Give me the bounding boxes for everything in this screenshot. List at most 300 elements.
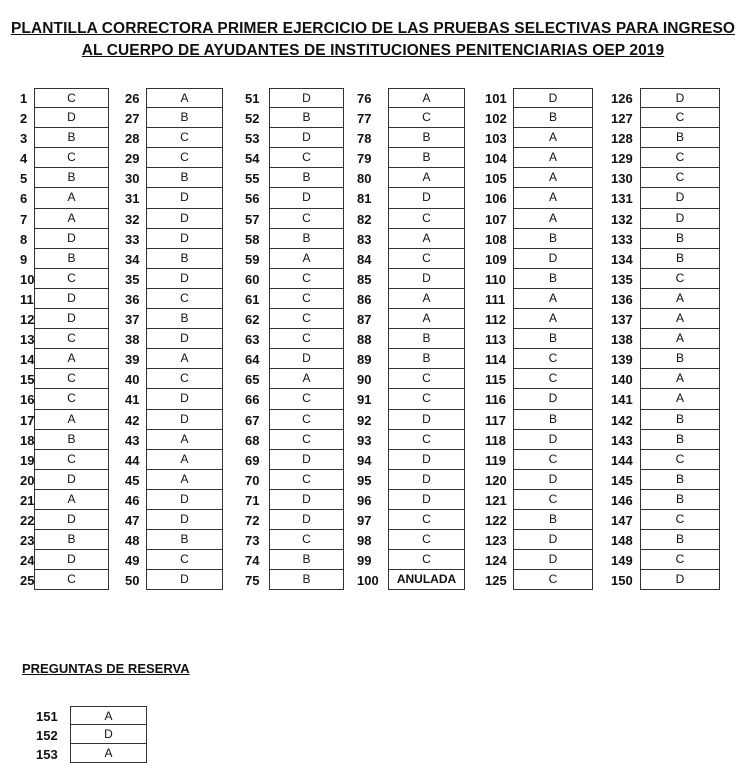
answer-cell: C	[640, 168, 720, 188]
question-number: 139	[611, 352, 633, 368]
question-number: 27	[125, 111, 140, 127]
question-number: 23	[20, 533, 35, 549]
question-number: 85	[357, 271, 372, 287]
answer-cell: D	[269, 450, 344, 470]
answer-cell: B	[640, 410, 720, 430]
question-number: 97	[357, 512, 372, 528]
question-number: 142	[611, 412, 633, 428]
question-number: 127	[611, 111, 633, 127]
answer-cell: B	[146, 309, 223, 329]
answer-cell: A	[269, 249, 344, 269]
question-number: 106	[485, 191, 507, 207]
question-number: 34	[125, 251, 140, 267]
question-number: 92	[357, 412, 372, 428]
answer-cell: A	[513, 309, 593, 329]
question-number: 86	[357, 291, 372, 307]
answer-cell: D	[269, 128, 344, 148]
question-number: 102	[485, 111, 507, 127]
answer-cell: B	[513, 269, 593, 289]
question-number: 28	[125, 131, 140, 147]
question-number: 145	[611, 472, 633, 488]
question-number: 122	[485, 512, 507, 528]
answer-cell: C	[388, 550, 465, 570]
question-number: 148	[611, 533, 633, 549]
question-number: 105	[485, 171, 507, 187]
answer-cell: B	[388, 128, 465, 148]
question-number: 48	[125, 533, 140, 549]
answer-cell: B	[640, 490, 720, 510]
answer-cell: D	[513, 88, 593, 108]
question-number: 81	[357, 191, 372, 207]
answer-cell: C	[269, 269, 344, 289]
question-number: 30	[125, 171, 140, 187]
question-number: 25	[20, 573, 35, 589]
question-number: 141	[611, 392, 633, 408]
answer-cell: A	[388, 168, 465, 188]
question-number: 37	[125, 312, 140, 328]
answer-cell: D	[34, 108, 109, 128]
answer-cell: C	[269, 289, 344, 309]
answer-cell: B	[146, 168, 223, 188]
answer-cell: B	[640, 128, 720, 148]
question-number: 7	[20, 211, 28, 227]
answer-cell: B	[513, 329, 593, 349]
question-number: 11	[20, 291, 34, 307]
answer-cell: C	[640, 510, 720, 530]
reserve-question-number: 152	[36, 728, 58, 743]
answer-cell: A	[640, 389, 720, 409]
question-number: 14	[20, 352, 35, 368]
question-number: 26	[125, 91, 140, 106]
answer-cell: D	[146, 269, 223, 289]
question-number: 64	[245, 352, 260, 368]
answer-cell: D	[513, 550, 593, 570]
question-number: 45	[125, 472, 140, 488]
question-number: 42	[125, 412, 140, 428]
answer-cell: B	[34, 430, 109, 450]
question-number: 70	[245, 472, 260, 488]
question-number: 73	[245, 533, 260, 549]
question-number: 110	[485, 271, 506, 287]
question-number: 72	[245, 512, 260, 528]
answer-cell: A	[146, 470, 223, 490]
question-number: 140	[611, 372, 633, 388]
answer-cell: B	[269, 570, 344, 590]
question-number: 89	[357, 352, 372, 368]
answer-cell: C	[513, 570, 593, 590]
answer-cell: D	[269, 349, 344, 369]
question-number: 125	[485, 573, 507, 589]
answer-cell: C	[34, 369, 109, 389]
question-number: 77	[357, 111, 372, 127]
question-number: 96	[357, 492, 372, 508]
answer-cell: C	[388, 510, 465, 530]
question-number: 130	[611, 171, 633, 187]
question-number: 15	[20, 372, 35, 388]
question-number: 123	[485, 533, 507, 549]
question-number: 10	[20, 271, 35, 287]
question-number: 19	[20, 452, 35, 468]
question-number: 8	[20, 231, 28, 247]
answer-cell: C	[269, 209, 344, 229]
answer-cell: D	[269, 510, 344, 530]
question-number: 113	[485, 332, 506, 348]
question-number: 47	[125, 512, 140, 528]
answer-cell: B	[513, 510, 593, 530]
answer-cell: C	[146, 148, 223, 168]
question-number: 93	[357, 432, 372, 448]
question-number: 61	[245, 291, 260, 307]
question-number: 74	[245, 553, 260, 569]
question-number: 121	[485, 492, 507, 508]
answer-cell: B	[640, 229, 720, 249]
answer-cell: B	[34, 249, 109, 269]
question-number: 57	[245, 211, 260, 227]
answer-cell: D	[269, 88, 344, 108]
question-number: 116	[485, 392, 506, 408]
question-number: 49	[125, 553, 140, 569]
answer-cell: D	[146, 229, 223, 249]
question-number: 94	[357, 452, 372, 468]
answer-cell: A	[513, 209, 593, 229]
question-number: 101	[485, 91, 507, 106]
question-number: 99	[357, 553, 372, 569]
question-number: 60	[245, 271, 260, 287]
answer-cell: B	[146, 249, 223, 269]
question-number: 68	[245, 432, 260, 448]
answer-cell: C	[388, 249, 465, 269]
answer-cell: A	[146, 450, 223, 470]
answer-cell: A	[513, 128, 593, 148]
question-number: 150	[611, 573, 633, 589]
answer-cell: C	[269, 530, 344, 550]
answer-cell: D	[146, 570, 223, 590]
question-number: 33	[125, 231, 140, 247]
answer-cell: C	[513, 369, 593, 389]
question-number: 44	[125, 452, 140, 468]
question-number: 54	[245, 151, 260, 167]
answer-cell: B	[513, 108, 593, 128]
answer-cell: C	[388, 389, 465, 409]
question-number: 2	[20, 111, 28, 127]
answer-cell: B	[34, 128, 109, 148]
page-title-line-2: AL CUERPO DE AYUDANTES DE INSTITUCIONES PENITENCIARIAS OEP 2019	[81, 42, 665, 59]
answer-cell: B	[513, 410, 593, 430]
answer-cell: B	[269, 168, 344, 188]
answer-cell: B	[513, 229, 593, 249]
answer-cell: C	[146, 289, 223, 309]
answer-cell: A	[513, 168, 593, 188]
answer-cell: D	[146, 389, 223, 409]
answer-cell: A	[146, 430, 223, 450]
answer-cell: A	[640, 289, 720, 309]
question-number: 95	[357, 472, 372, 488]
question-number: 51	[245, 91, 260, 106]
answer-cell: A	[640, 309, 720, 329]
question-number: 50	[125, 573, 140, 589]
answer-cell: C	[640, 269, 720, 289]
question-number: 147	[611, 512, 633, 528]
reserve-answer-cell: A	[70, 744, 147, 763]
answer-cell: D	[388, 450, 465, 470]
answer-cell: A	[640, 369, 720, 389]
question-number: 126	[611, 91, 633, 106]
question-number: 31	[125, 191, 140, 207]
question-number: 103	[485, 131, 507, 147]
question-number: 46	[125, 492, 140, 508]
answer-cell: B	[146, 108, 223, 128]
question-number: 149	[611, 553, 633, 569]
answer-cell: D	[34, 229, 109, 249]
question-number: 132	[611, 211, 633, 227]
question-number: 104	[485, 151, 507, 167]
question-number: 78	[357, 131, 372, 147]
answer-cell: B	[269, 229, 344, 249]
answer-cell: C	[34, 88, 109, 108]
answer-cell: B	[640, 430, 720, 450]
answer-cell: B	[388, 329, 465, 349]
answer-cell: A	[513, 148, 593, 168]
question-number: 43	[125, 432, 140, 448]
answer-cell: D	[640, 88, 720, 108]
question-number: 63	[245, 332, 260, 348]
question-number: 56	[245, 191, 260, 207]
answer-cell: D	[146, 329, 223, 349]
answer-cell: A	[34, 410, 109, 430]
question-number: 109	[485, 251, 507, 267]
answer-cell: B	[146, 530, 223, 550]
answer-cell: C	[513, 490, 593, 510]
answer-cell: C	[34, 148, 109, 168]
answer-cell: A	[388, 309, 465, 329]
question-number: 20	[20, 472, 35, 488]
question-number: 62	[245, 312, 260, 328]
question-number: 21	[20, 492, 35, 508]
question-number: 87	[357, 312, 372, 328]
question-number: 58	[245, 231, 260, 247]
reserve-question-number: 153	[36, 747, 58, 762]
answer-cell: C	[34, 570, 109, 590]
question-number: 18	[20, 432, 35, 448]
answer-cell: A	[34, 490, 109, 510]
answer-cell: ANULADA	[388, 570, 465, 590]
answer-cell: D	[34, 309, 109, 329]
answer-cell: B	[34, 530, 109, 550]
question-number: 55	[245, 171, 260, 187]
question-number: 83	[357, 231, 372, 247]
answer-cell: D	[640, 570, 720, 590]
answer-cell: B	[34, 168, 109, 188]
reserve-answer-cell: D	[70, 725, 147, 744]
answer-cell: B	[388, 349, 465, 369]
answer-cell: B	[269, 108, 344, 128]
question-number: 40	[125, 372, 140, 388]
answer-cell: D	[513, 249, 593, 269]
question-number: 4	[20, 151, 28, 167]
answer-cell: D	[34, 550, 109, 570]
answer-cell: D	[640, 209, 720, 229]
question-number: 124	[485, 553, 507, 569]
answer-cell: D	[146, 510, 223, 530]
question-number: 59	[245, 251, 260, 267]
answer-cell: C	[513, 349, 593, 369]
reserve-answer-cell: A	[70, 706, 147, 725]
question-number: 13	[20, 332, 35, 348]
question-number: 39	[125, 352, 140, 368]
question-number: 90	[357, 372, 372, 388]
question-number: 115	[485, 372, 506, 388]
answer-cell: D	[269, 188, 344, 208]
answer-cell: D	[34, 470, 109, 490]
question-number: 98	[357, 533, 372, 549]
question-number: 35	[125, 271, 140, 287]
answer-cell: D	[388, 490, 465, 510]
answer-cell: C	[269, 470, 344, 490]
answer-cell: C	[34, 329, 109, 349]
answer-cell: C	[388, 209, 465, 229]
answer-cell: C	[388, 108, 465, 128]
answer-cell: D	[34, 510, 109, 530]
question-number: 128	[611, 131, 633, 147]
answer-cell: C	[640, 550, 720, 570]
question-number: 1	[20, 91, 28, 106]
answer-cell: D	[34, 289, 109, 309]
question-number: 120	[485, 472, 507, 488]
answer-cell: D	[388, 470, 465, 490]
answer-cell: B	[640, 249, 720, 269]
question-number: 38	[125, 332, 140, 348]
question-number: 84	[357, 251, 372, 267]
question-number: 108	[485, 231, 507, 247]
answer-cell: C	[146, 369, 223, 389]
question-number: 100	[357, 573, 379, 589]
answer-cell: B	[640, 349, 720, 369]
answer-cell: D	[146, 209, 223, 229]
question-number: 91	[357, 392, 372, 408]
answer-cell: C	[640, 148, 720, 168]
question-number: 131	[611, 191, 633, 207]
question-number: 143	[611, 432, 633, 448]
question-number: 65	[245, 372, 260, 388]
question-number: 134	[611, 251, 633, 267]
answer-cell: D	[513, 430, 593, 450]
question-number: 82	[357, 211, 372, 227]
answer-cell: A	[146, 349, 223, 369]
question-number: 6	[20, 191, 28, 207]
question-number: 3	[20, 131, 28, 147]
answer-cell: D	[388, 410, 465, 430]
answer-cell: C	[269, 309, 344, 329]
question-number: 52	[245, 111, 260, 127]
question-number: 67	[245, 412, 260, 428]
question-number: 144	[611, 452, 633, 468]
question-number: 80	[357, 171, 372, 187]
answer-cell: D	[269, 490, 344, 510]
question-number: 112	[485, 312, 506, 328]
answer-cell: D	[146, 490, 223, 510]
question-number: 88	[357, 332, 372, 348]
question-number: 135	[611, 271, 633, 287]
answer-cell: D	[640, 188, 720, 208]
question-number: 79	[357, 151, 372, 167]
answer-cell: A	[34, 349, 109, 369]
answer-cell: C	[513, 450, 593, 470]
reserve-questions-title: PREGUNTAS DE RESERVA	[22, 661, 190, 676]
question-number: 129	[611, 151, 633, 167]
answer-cell: A	[388, 88, 465, 108]
question-number: 32	[125, 211, 140, 227]
answer-cell: D	[146, 188, 223, 208]
question-number: 41	[125, 392, 140, 408]
answer-cell: A	[388, 289, 465, 309]
question-number: 76	[357, 91, 372, 106]
answer-cell: D	[388, 188, 465, 208]
answer-cell: A	[146, 88, 223, 108]
answer-cell: D	[388, 269, 465, 289]
question-number: 36	[125, 291, 140, 307]
question-number: 16	[20, 392, 35, 408]
answer-cell: A	[269, 369, 344, 389]
reserve-question-number: 151	[36, 709, 58, 724]
answer-cell: A	[388, 229, 465, 249]
question-number: 117	[485, 412, 506, 428]
question-number: 119	[485, 452, 506, 468]
answer-cell: C	[388, 430, 465, 450]
answer-cell: C	[34, 450, 109, 470]
page-title-line-1: PLANTILLA CORRECTORA PRIMER EJERCICIO DE LAS PRUEBAS SELECTIVAS PARA INGRESO	[10, 20, 736, 37]
question-number: 138	[611, 332, 633, 348]
answer-cell: C	[640, 450, 720, 470]
question-number: 133	[611, 231, 633, 247]
question-number: 146	[611, 492, 633, 508]
question-number: 136	[611, 291, 633, 307]
question-number: 118	[485, 432, 506, 448]
answer-cell: D	[513, 530, 593, 550]
answer-cell: C	[34, 269, 109, 289]
answer-cell: C	[640, 108, 720, 128]
question-number: 24	[20, 553, 35, 569]
answer-cell: D	[513, 389, 593, 409]
answer-cell: A	[513, 289, 593, 309]
answer-cell: D	[513, 470, 593, 490]
answer-cell: A	[34, 209, 109, 229]
question-number: 9	[20, 251, 28, 267]
answer-cell: C	[269, 430, 344, 450]
question-number: 114	[485, 352, 506, 368]
answer-cell: D	[146, 410, 223, 430]
question-number: 71	[245, 492, 260, 508]
question-number: 75	[245, 573, 260, 589]
answer-cell: C	[269, 329, 344, 349]
question-number: 111	[485, 291, 506, 307]
answer-cell: C	[146, 550, 223, 570]
answer-cell: B	[640, 470, 720, 490]
answer-cell: C	[269, 410, 344, 430]
answer-cell: C	[34, 389, 109, 409]
answer-cell: A	[640, 329, 720, 349]
answer-cell: C	[146, 128, 223, 148]
answer-cell: C	[269, 148, 344, 168]
question-number: 137	[611, 312, 633, 328]
question-number: 12	[20, 312, 35, 328]
answer-cell: C	[388, 530, 465, 550]
answer-cell: C	[388, 369, 465, 389]
answer-cell: C	[269, 389, 344, 409]
answer-cell: B	[640, 530, 720, 550]
question-number: 29	[125, 151, 140, 167]
question-number: 66	[245, 392, 260, 408]
answer-cell: A	[34, 188, 109, 208]
